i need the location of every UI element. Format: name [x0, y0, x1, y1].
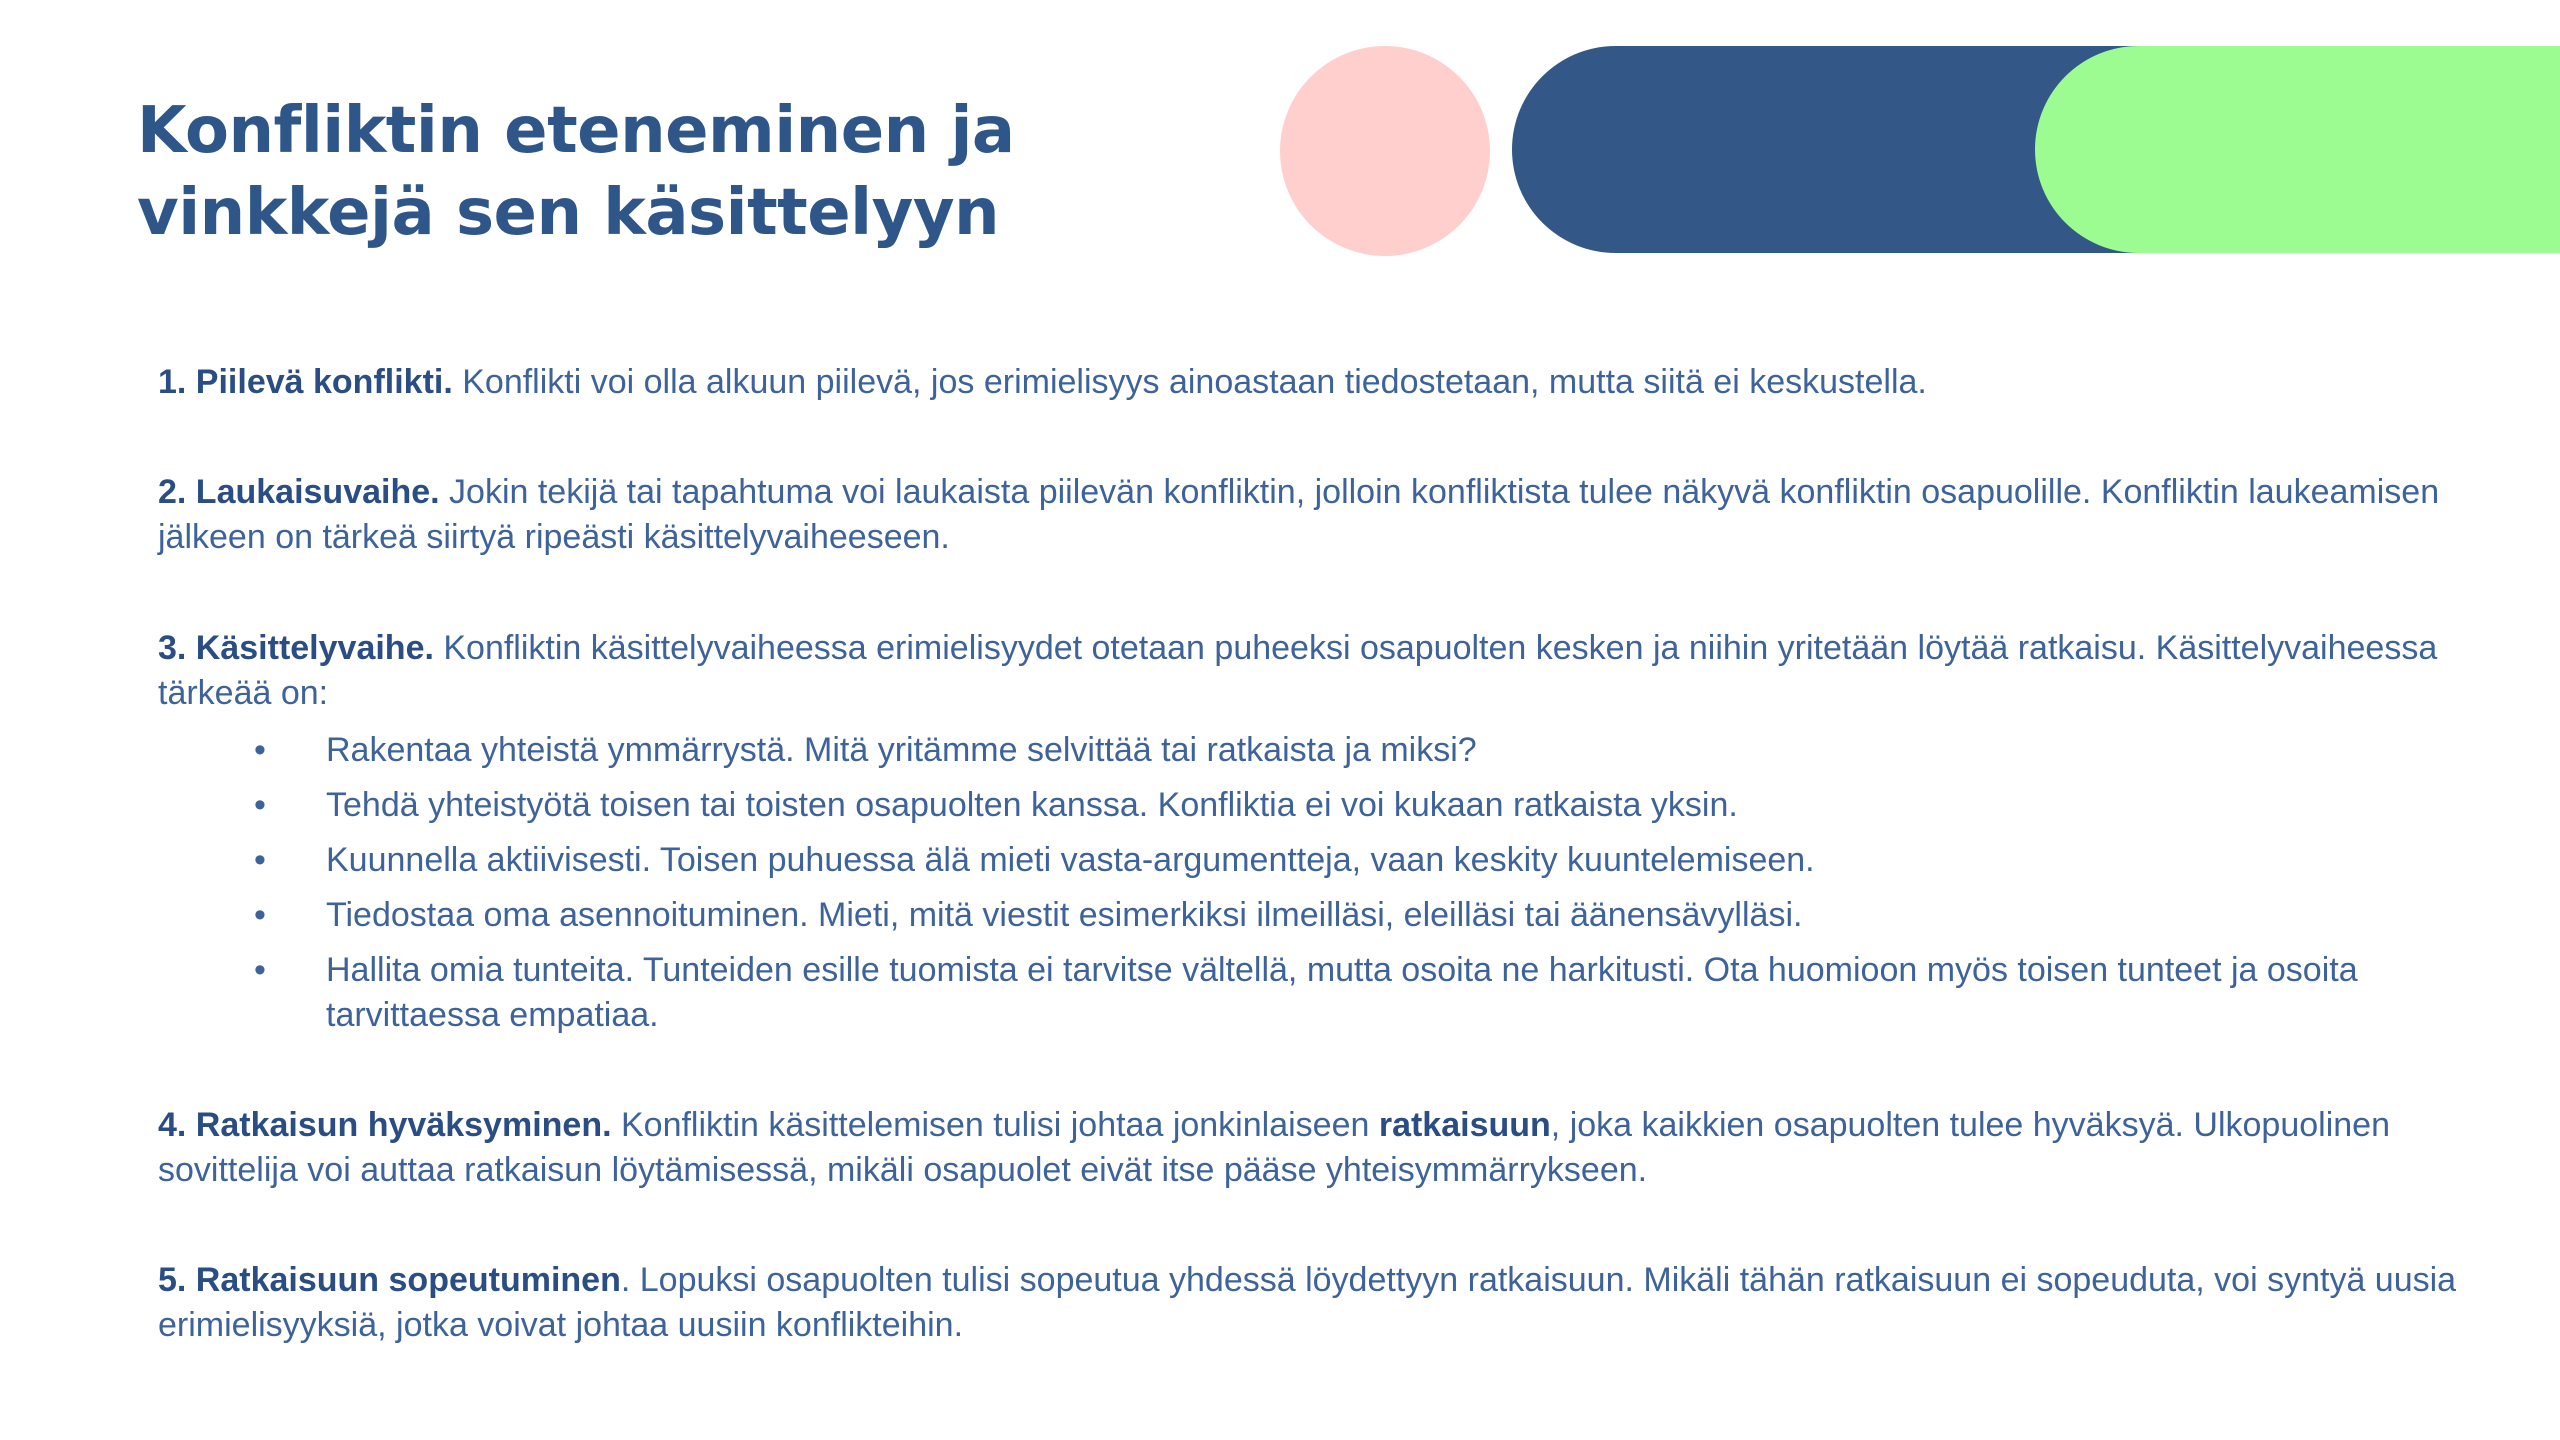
bullet-icon: •: [254, 731, 266, 769]
section-adaptation: [158, 1258, 2458, 1348]
section-solution-acceptance: [158, 1103, 2458, 1193]
bullet-icon: •: [254, 951, 266, 989]
decorative-green-pill: [2035, 46, 2560, 253]
list-item: [158, 893, 2458, 938]
bullet-icon: •: [254, 786, 266, 824]
list-item: [158, 948, 2458, 1038]
list-item: [158, 783, 2458, 828]
section-handling-phase: [158, 626, 2458, 1038]
section-text: , joka kaikkien osapuolten tulee hyväksyä. Ulkopuolinen sovittelija voi auttaa ratkaisun löytämisessä, mikäli osapuolet eivät itse pääse yhteisymmärrykseen.: [158, 1106, 2390, 1189]
title-line-2: vinkkejä sen käsittelyyn: [137, 176, 1000, 250]
section-trigger-phase: [158, 470, 2458, 560]
section-text: Konflikti voi olla alkuun piilevä, jos erimielisyys ainoastaan tiedostetaan, mutta siitä ei keskustella.: [452, 363, 1927, 401]
title-line-1: Konfliktin eteneminen ja: [137, 94, 1015, 168]
section-heading: 4. Ratkaisun hyväksyminen.: [158, 1106, 612, 1144]
list-item: [158, 838, 2458, 883]
bullet-list: [158, 728, 2458, 1038]
section-intro: [158, 626, 2458, 716]
list-item-text: Rakentaa yhteistä ymmärrystä. Mitä yritämme selvittää tai ratkaista ja miksi?: [326, 731, 1477, 769]
bullet-icon: •: [254, 841, 266, 879]
section-text: Jokin tekijä tai tapahtuma voi laukaista piilevän konfliktin, jolloin konfliktista tulee näkyvä konfliktin osapuolille. Konfliktin laukeamisen jälkeen on tärkeä siirtyä ripeästi käsittelyvaiheeseen.: [158, 473, 2440, 556]
page-title: [137, 90, 1015, 254]
list-item-text: Tehdä yhteistyötä toisen tai toisten osapuolten kanssa. Konfliktia ei voi kukaan ratkaista yksin.: [326, 786, 1738, 824]
list-item: [158, 728, 2458, 773]
slide-content: [158, 360, 2458, 1348]
bullet-icon: •: [254, 896, 266, 934]
section-heading: 3. Käsittelyvaihe.: [158, 629, 434, 667]
section-text: Konfliktin käsittelemisen tulisi johtaa jonkinlaiseen: [611, 1106, 1379, 1144]
emphasized-word: ratkaisuun: [1378, 1106, 1551, 1144]
section-text: Konfliktin käsittelyvaiheessa erimielisyydet otetaan puheeksi osapuolten kesken ja niihin yritetään löytää ratkaisu. Käsittelyvaiheessa tärkeää on:: [158, 629, 2438, 712]
section-heading: 2. Laukaisuvaihe.: [158, 473, 440, 511]
decorative-pink-circle: [1280, 46, 1490, 256]
section-latent-conflict: [158, 360, 2458, 405]
section-text: . Lopuksi osapuolten tulisi sopeutua yhdessä löydettyyn ratkaisuun. Mikäli tähän ratkaisuun ei sopeuduta, voi syntyä uusia erimielisyyksiä, jotka voivat johtaa uusiin konflikteihin.: [158, 1261, 2457, 1344]
list-item-text: Kuunnella aktiivisesti. Toisen puhuessa älä mieti vasta-argumentteja, vaan keskity kuuntelemiseen.: [326, 841, 1815, 879]
section-heading: 1. Piilevä konflikti.: [158, 363, 453, 401]
section-heading: 5. Ratkaisuun sopeutuminen: [158, 1261, 621, 1299]
list-item-text: Tiedostaa oma asennoituminen. Mieti, mitä viestit esimerkiksi ilmeilläsi, eleilläsi tai äänensävylläsi.: [326, 896, 1803, 934]
list-item-text: Hallita omia tunteita. Tunteiden esille tuomista ei tarvitse vältellä, mutta osoita ne harkitusti. Ota huomioon myös toisen tunteet ja osoita tarvittaessa empatiaa.: [326, 951, 2358, 1034]
